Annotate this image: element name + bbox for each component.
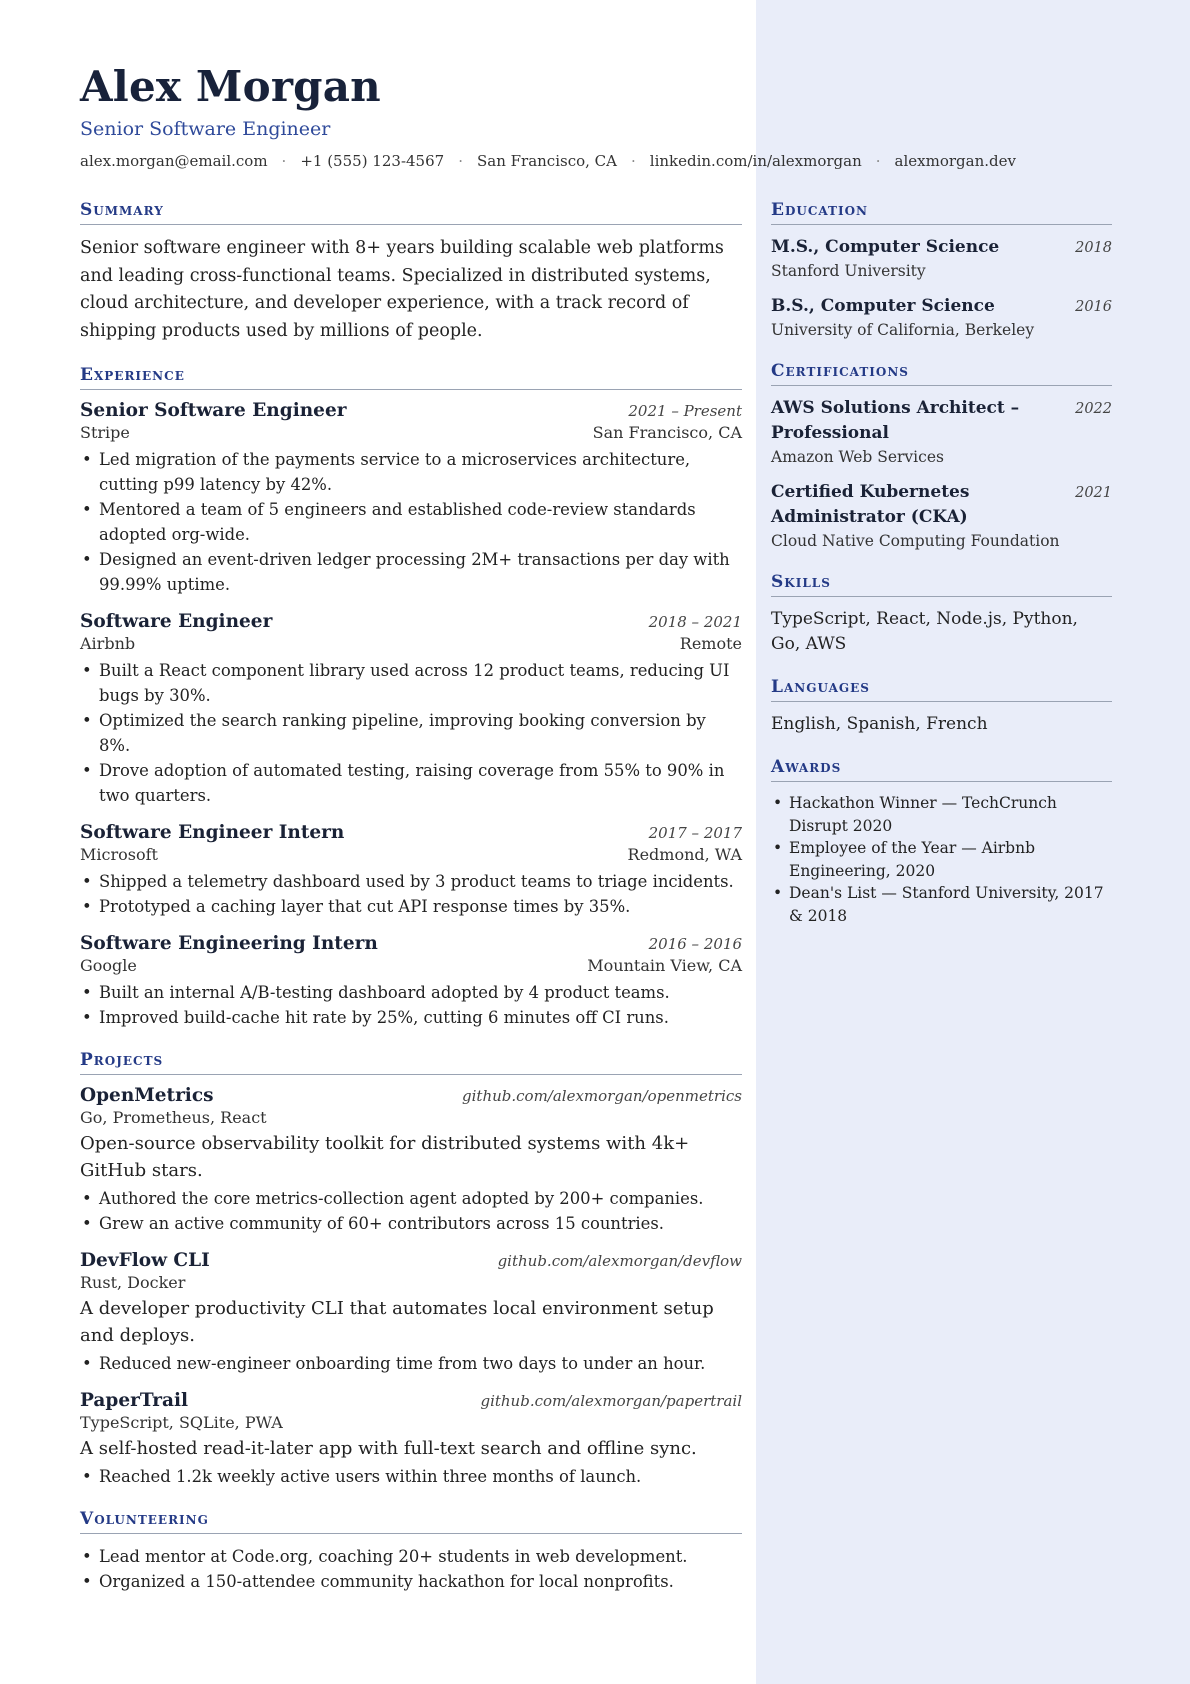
entry-header — [80, 400, 742, 421]
job-title: Software Engineering Intern — [80, 933, 378, 954]
list-item: • Optimized the search ranking pipeline, improving booking conversion by 8%. — [80, 708, 742, 758]
contact-separator: · — [281, 152, 287, 170]
school-name: University of California, Berkeley — [771, 321, 1035, 339]
section-title: Languages — [771, 677, 1112, 702]
list-item: • Authored the core metrics-collection agent adopted by 200+ companies. — [80, 1186, 742, 1211]
education-section — [771, 200, 1112, 341]
section-title: Projects — [80, 1050, 742, 1075]
project-link[interactable]: github.com/alexmorgan/openmetrics — [462, 1087, 742, 1105]
list-item: • Designed an event-driven ledger processing 2M+ transactions per day with 99.99% uptime. — [80, 547, 742, 597]
entry-subheader — [80, 421, 742, 445]
contact-separator: · — [630, 152, 636, 170]
bullet-list — [80, 1464, 742, 1489]
list-item: • Organized a 150-attendee community hackathon for local nonprofits. — [80, 1569, 742, 1594]
degree-name: M.S., Computer Science — [771, 237, 1000, 257]
project-description: Open-source observability toolkit for distributed systems with 4k+ GitHub stars. — [80, 1133, 690, 1181]
entry-header — [80, 611, 742, 632]
awards-section — [771, 757, 1112, 927]
job-dates: 2018 – 2021 — [648, 613, 742, 631]
company-name: Google — [80, 956, 137, 975]
entry-header — [771, 396, 1112, 446]
candidate-name: Alex Morgan — [80, 62, 381, 111]
certification-year: 2022 — [1075, 401, 1112, 417]
bullet-list — [80, 1186, 742, 1236]
candidate-role: Senior Software Engineer — [80, 118, 331, 140]
contact-line — [80, 152, 1120, 170]
list-item: • Grew an active community of 60+ contributors across 15 countries. — [80, 1211, 742, 1236]
experience-section — [80, 365, 742, 1030]
certification-issuer: Amazon Web Services — [771, 448, 944, 466]
languages-text: English, Spanish, French — [771, 714, 988, 734]
certification-year: 2021 — [1075, 485, 1112, 501]
project-description: A developer productivity CLI that automates local environment setup and deploys. — [80, 1298, 714, 1346]
main-column — [80, 200, 742, 1614]
project-link[interactable]: github.com/alexmorgan/papertrail — [480, 1392, 742, 1410]
bullet-list — [80, 980, 742, 1030]
certifications-section — [771, 361, 1112, 552]
experience-entry — [80, 933, 742, 1030]
project-description: A self-hosted read-it-later app with full-text search and offline sync. — [80, 1438, 697, 1459]
job-title: Senior Software Engineer — [80, 400, 347, 421]
experience-entry — [80, 400, 742, 597]
skills-text: TypeScript, React, Node.js, Python, Go, AWS — [771, 609, 1078, 654]
section-title: Skills — [771, 572, 1112, 597]
entry-header — [771, 294, 1112, 319]
job-title: Software Engineer — [80, 611, 273, 632]
summary-section — [80, 200, 742, 345]
list-item: • Built a React component library used across 12 product teams, reducing UI bugs by 30%. — [80, 658, 742, 708]
certification-name: Certified Kubernetes Administrator (CKA) — [771, 482, 970, 527]
job-title: Software Engineer Intern — [80, 822, 345, 843]
list-item: • Mentored a team of 5 engineers and established code-review standards adopted org-wide. — [80, 497, 742, 547]
company-name: Stripe — [80, 423, 130, 442]
section-title: Education — [771, 200, 1112, 225]
job-location: Remote — [679, 634, 742, 653]
contact-separator: · — [875, 152, 881, 170]
list-item: • Reduced new-engineer onboarding time from two days to under an hour. — [80, 1351, 742, 1376]
contact-phone[interactable]: +1 (555) 123-4567 — [300, 152, 445, 170]
list-item: • Improved build-cache hit rate by 25%, cutting 6 minutes off CI runs. — [80, 1005, 742, 1030]
experience-entry — [80, 611, 742, 808]
bullet-list — [80, 1351, 742, 1376]
project-name: OpenMetrics — [80, 1085, 214, 1106]
project-name: PaperTrail — [80, 1390, 189, 1411]
list-item: • Shipped a telemetry dashboard used by 3 product teams to triage incidents. — [80, 869, 742, 894]
degree-year: 2018 — [1075, 240, 1112, 256]
project-entry — [80, 1085, 742, 1236]
experience-entry — [80, 822, 742, 919]
entry-header — [80, 933, 742, 954]
certification-entry — [771, 396, 1112, 468]
contact-separator: · — [458, 152, 463, 170]
entry-header — [80, 1085, 742, 1106]
list-item: • Led migration of the payments service to a microservices architecture, cutting p99 latency by 42%. — [80, 447, 742, 497]
entry-header — [80, 1390, 742, 1411]
section-title: Certifications — [771, 361, 1112, 386]
entry-subheader — [80, 843, 742, 867]
list-item: • Drove adoption of automated testing, raising coverage from 55% to 90% in two quarters. — [80, 758, 742, 808]
volunteering-section — [80, 1509, 742, 1594]
contact-linkedin[interactable]: linkedin.com/in/alexmorgan — [649, 152, 862, 170]
job-dates: 2021 – Present — [628, 402, 742, 420]
degree-name: B.S., Computer Science — [771, 296, 995, 316]
bullet-list — [80, 1544, 742, 1594]
project-stack: Go, Prometheus, React — [80, 1108, 267, 1127]
entry-header — [771, 480, 1112, 530]
job-location: San Francisco, CA — [592, 423, 742, 442]
contact-website[interactable]: alexmorgan.dev — [894, 152, 1016, 170]
list-item: • Lead mentor at Code.org, coaching 20+ students in web development. — [80, 1544, 742, 1569]
education-entry — [771, 235, 1112, 282]
list-item: • Prototyped a caching layer that cut API response times by 35%. — [80, 894, 742, 919]
bullet-list — [80, 447, 742, 597]
certification-name: AWS Solutions Architect – Professional — [771, 398, 1020, 443]
skills-section — [771, 572, 1112, 657]
awards-list — [771, 792, 1112, 927]
entry-subheader — [80, 954, 742, 978]
job-location: Mountain View, CA — [587, 956, 742, 975]
list-item: • Hackathon Winner — TechCrunch Disrupt 2020 — [771, 792, 1112, 837]
entry-header — [80, 1250, 742, 1271]
job-dates: 2017 – 2017 — [648, 824, 742, 842]
certification-issuer: Cloud Native Computing Foundation — [771, 532, 1060, 550]
bullet-list — [80, 869, 742, 919]
list-item: • Reached 1.2k weekly active users within three months of launch. — [80, 1464, 742, 1489]
entry-header — [80, 822, 742, 843]
company-name: Microsoft — [80, 845, 158, 864]
project-name: DevFlow CLI — [80, 1250, 210, 1271]
project-stack: Rust, Docker — [80, 1273, 186, 1292]
list-item: • Employee of the Year — Airbnb Engineering, 2020 — [771, 837, 1112, 882]
entry-subheader — [80, 632, 742, 656]
section-title: Volunteering — [80, 1509, 742, 1534]
section-title: Experience — [80, 365, 742, 390]
languages-section — [771, 677, 1112, 737]
project-link[interactable]: github.com/alexmorgan/devflow — [497, 1252, 742, 1270]
project-stack: TypeScript, SQLite, PWA — [80, 1413, 283, 1432]
bullet-list — [80, 658, 742, 808]
entry-header — [771, 235, 1112, 260]
projects-section — [80, 1050, 742, 1489]
list-item: • Built an internal A/B-testing dashboard adopted by 4 product teams. — [80, 980, 742, 1005]
school-name: Stanford University — [771, 262, 926, 280]
summary-text: Senior software engineer with 8+ years building scalable web platforms and leading cross-functional teams. Specialized in distributed systems, cloud architecture, and developer experience, with a track record of shipping products used by millions of people. — [80, 238, 724, 341]
job-location: Redmond, WA — [627, 845, 742, 864]
company-name: Airbnb — [80, 634, 136, 653]
contact-email[interactable]: alex.morgan@email.com — [80, 152, 268, 170]
education-entry — [771, 294, 1112, 341]
certification-entry — [771, 480, 1112, 552]
project-entry — [80, 1250, 742, 1376]
project-entry — [80, 1390, 742, 1489]
degree-year: 2016 — [1075, 299, 1112, 315]
list-item: • Dean's List — Stanford University, 2017 & 2018 — [771, 882, 1112, 927]
section-title: Summary — [80, 200, 742, 225]
job-dates: 2016 – 2016 — [648, 935, 742, 953]
section-title: Awards — [771, 757, 1112, 782]
contact-location: San Francisco, CA — [476, 152, 617, 170]
sidebar-column — [771, 200, 1112, 947]
